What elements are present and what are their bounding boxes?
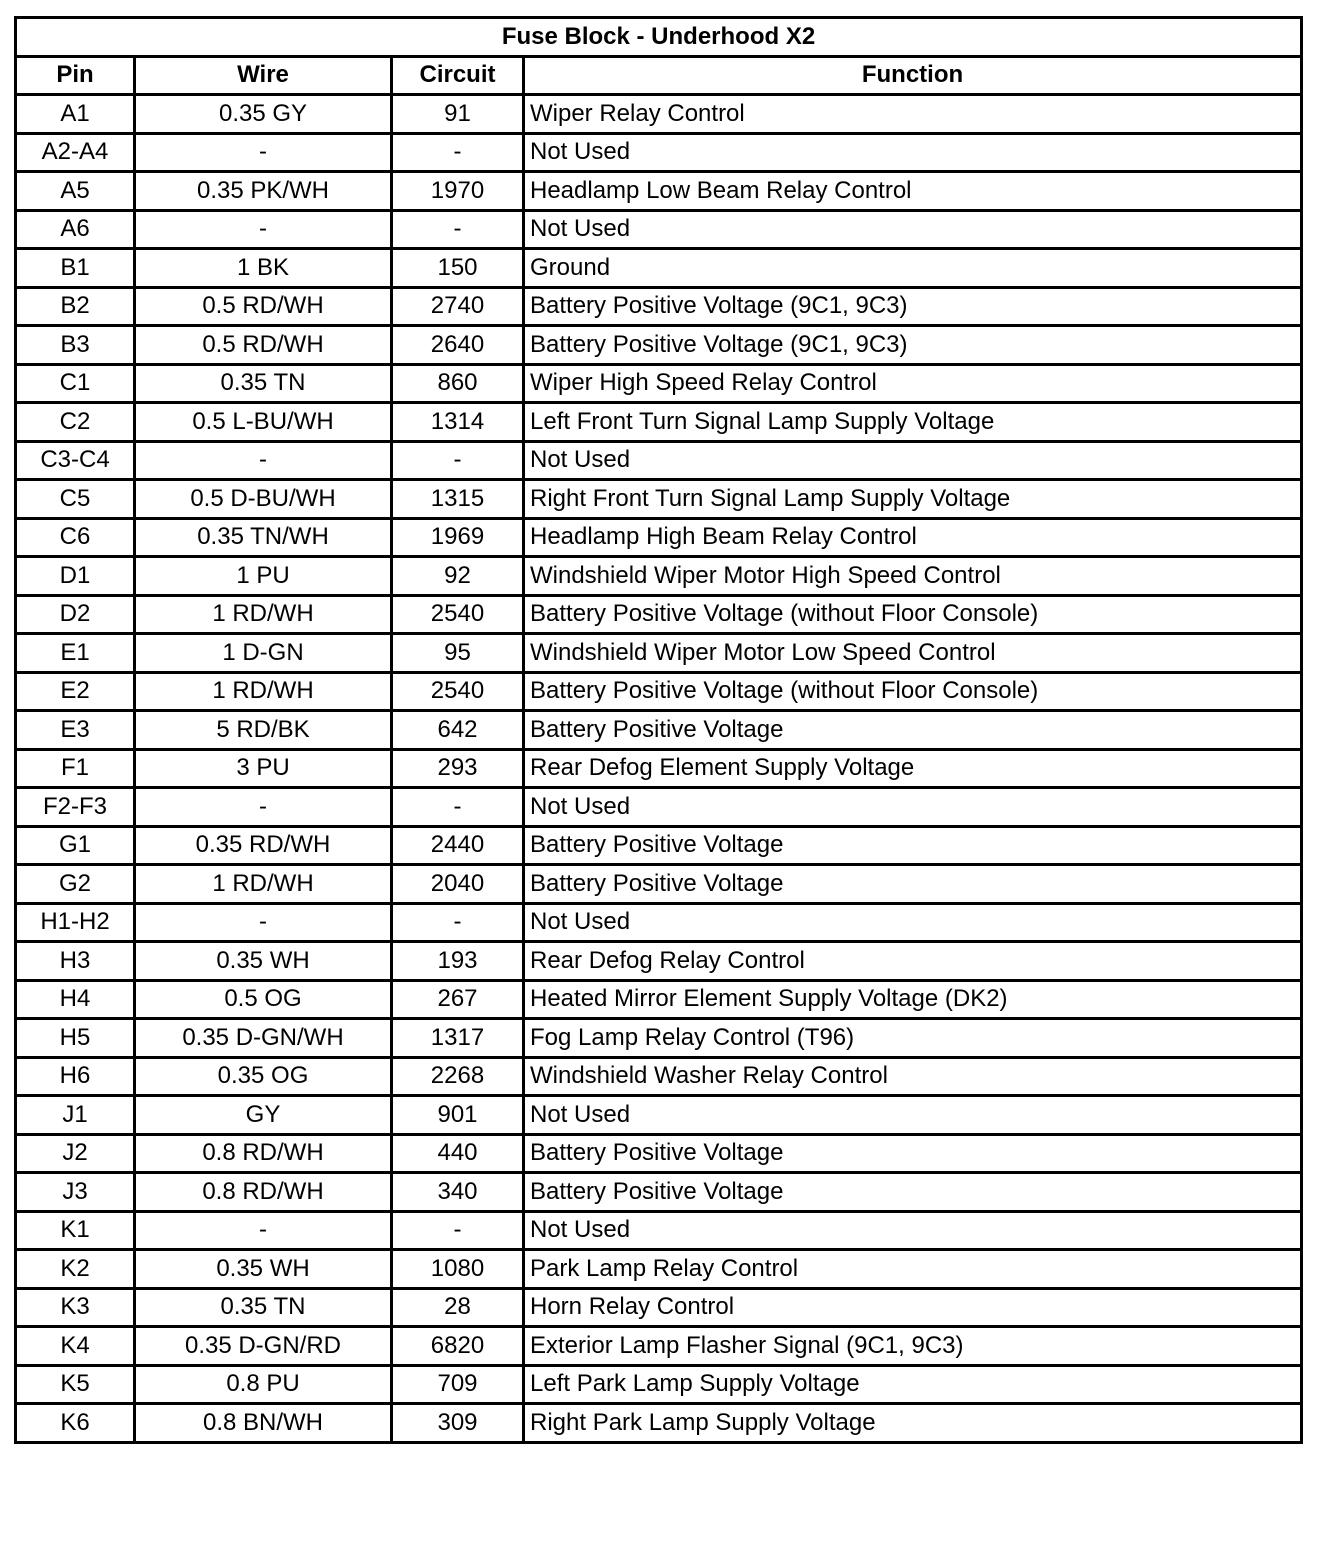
- wire-cell: 0.35 TN: [135, 1288, 392, 1327]
- function-cell: Right Front Turn Signal Lamp Supply Voltage: [524, 480, 1302, 519]
- column-header-wire: Wire: [135, 56, 392, 95]
- wire-cell: -: [135, 903, 392, 942]
- circuit-cell: -: [392, 133, 524, 172]
- function-cell: Battery Positive Voltage: [524, 1134, 1302, 1173]
- circuit-cell: 293: [392, 749, 524, 788]
- table-row: [16, 826, 1302, 865]
- table-row: [16, 1134, 1302, 1173]
- wire-cell: 5 RD/BK: [135, 711, 392, 750]
- circuit-cell: 1970: [392, 172, 524, 211]
- wire-cell: 1 PU: [135, 557, 392, 596]
- pin-cell: H1-H2: [16, 903, 135, 942]
- function-cell: Windshield Wiper Motor High Speed Control: [524, 557, 1302, 596]
- table-row: [16, 1019, 1302, 1058]
- pin-cell: J3: [16, 1173, 135, 1212]
- wire-cell: -: [135, 788, 392, 827]
- wire-cell: 0.35 WH: [135, 942, 392, 981]
- pin-cell: C6: [16, 518, 135, 557]
- wire-cell: 0.35 RD/WH: [135, 826, 392, 865]
- function-cell: Not Used: [524, 1096, 1302, 1135]
- table-row: [16, 441, 1302, 480]
- circuit-cell: 709: [392, 1365, 524, 1404]
- function-cell: Windshield Wiper Motor Low Speed Control: [524, 634, 1302, 673]
- table-row: [16, 1365, 1302, 1404]
- function-cell: Not Used: [524, 1211, 1302, 1250]
- pin-cell: A1: [16, 95, 135, 134]
- table-row: [16, 1096, 1302, 1135]
- pin-cell: K6: [16, 1404, 135, 1443]
- wire-cell: 0.35 PK/WH: [135, 172, 392, 211]
- function-cell: Battery Positive Voltage: [524, 826, 1302, 865]
- wire-cell: 0.35 D-GN/RD: [135, 1327, 392, 1366]
- table-row: [16, 634, 1302, 673]
- pin-cell: D2: [16, 595, 135, 634]
- pin-cell: H6: [16, 1057, 135, 1096]
- pin-cell: E1: [16, 634, 135, 673]
- table-row: [16, 595, 1302, 634]
- wire-cell: 0.8 RD/WH: [135, 1173, 392, 1212]
- pin-cell: B1: [16, 249, 135, 288]
- wire-cell: 0.35 D-GN/WH: [135, 1019, 392, 1058]
- wire-cell: -: [135, 441, 392, 480]
- table-row: [16, 403, 1302, 442]
- table-row: [16, 1288, 1302, 1327]
- function-cell: Right Park Lamp Supply Voltage: [524, 1404, 1302, 1443]
- circuit-cell: 901: [392, 1096, 524, 1135]
- table-row: [16, 364, 1302, 403]
- wire-cell: 0.5 L-BU/WH: [135, 403, 392, 442]
- wire-cell: 0.35 WH: [135, 1250, 392, 1289]
- wire-cell: 0.35 TN/WH: [135, 518, 392, 557]
- table-row: [16, 942, 1302, 981]
- column-header-function: Function: [524, 56, 1302, 95]
- wire-cell: 1 RD/WH: [135, 595, 392, 634]
- circuit-cell: 91: [392, 95, 524, 134]
- wire-cell: 0.5 OG: [135, 980, 392, 1019]
- function-cell: Not Used: [524, 788, 1302, 827]
- circuit-cell: 2440: [392, 826, 524, 865]
- function-cell: Exterior Lamp Flasher Signal (9C1, 9C3): [524, 1327, 1302, 1366]
- circuit-cell: 1315: [392, 480, 524, 519]
- function-cell: Rear Defog Element Supply Voltage: [524, 749, 1302, 788]
- pin-cell: F1: [16, 749, 135, 788]
- circuit-cell: 340: [392, 1173, 524, 1212]
- wire-cell: 1 D-GN: [135, 634, 392, 673]
- function-cell: Not Used: [524, 210, 1302, 249]
- pin-cell: F2-F3: [16, 788, 135, 827]
- circuit-cell: 1080: [392, 1250, 524, 1289]
- pin-cell: D1: [16, 557, 135, 596]
- table-body: [16, 95, 1302, 1443]
- function-cell: Wiper Relay Control: [524, 95, 1302, 134]
- pin-cell: H4: [16, 980, 135, 1019]
- pin-cell: K3: [16, 1288, 135, 1327]
- wire-cell: 0.8 BN/WH: [135, 1404, 392, 1443]
- connector-pinout-table: [14, 16, 1303, 1444]
- pin-cell: A6: [16, 210, 135, 249]
- table-row: [16, 903, 1302, 942]
- table-row: [16, 788, 1302, 827]
- table-row: [16, 1327, 1302, 1366]
- table-row: [16, 210, 1302, 249]
- function-cell: Headlamp Low Beam Relay Control: [524, 172, 1302, 211]
- function-cell: Rear Defog Relay Control: [524, 942, 1302, 981]
- pin-cell: E3: [16, 711, 135, 750]
- table-row: [16, 172, 1302, 211]
- table-row: [16, 287, 1302, 326]
- function-cell: Battery Positive Voltage (without Floor Console): [524, 672, 1302, 711]
- table-row: [16, 95, 1302, 134]
- circuit-cell: 267: [392, 980, 524, 1019]
- table-title: Fuse Block - Underhood X2: [16, 18, 1302, 57]
- function-cell: Horn Relay Control: [524, 1288, 1302, 1327]
- table-row: [16, 249, 1302, 288]
- wire-cell: -: [135, 210, 392, 249]
- circuit-cell: 2740: [392, 287, 524, 326]
- wire-cell: 0.5 D-BU/WH: [135, 480, 392, 519]
- circuit-cell: 2640: [392, 326, 524, 365]
- table-row: [16, 326, 1302, 365]
- circuit-cell: 150: [392, 249, 524, 288]
- title-row: [16, 18, 1302, 57]
- wire-cell: 1 RD/WH: [135, 865, 392, 904]
- pin-cell: E2: [16, 672, 135, 711]
- wire-cell: 3 PU: [135, 749, 392, 788]
- circuit-cell: 440: [392, 1134, 524, 1173]
- table-row: [16, 1057, 1302, 1096]
- wire-cell: 0.5 RD/WH: [135, 326, 392, 365]
- circuit-cell: -: [392, 1211, 524, 1250]
- pin-cell: C5: [16, 480, 135, 519]
- pin-cell: A2-A4: [16, 133, 135, 172]
- function-cell: Windshield Washer Relay Control: [524, 1057, 1302, 1096]
- circuit-cell: 2540: [392, 672, 524, 711]
- wire-cell: 0.35 GY: [135, 95, 392, 134]
- circuit-cell: 2268: [392, 1057, 524, 1096]
- circuit-cell: 642: [392, 711, 524, 750]
- function-cell: Left Front Turn Signal Lamp Supply Voltage: [524, 403, 1302, 442]
- pin-cell: C3-C4: [16, 441, 135, 480]
- function-cell: Battery Positive Voltage: [524, 711, 1302, 750]
- pin-cell: A5: [16, 172, 135, 211]
- circuit-cell: 1969: [392, 518, 524, 557]
- circuit-cell: -: [392, 441, 524, 480]
- pin-cell: H5: [16, 1019, 135, 1058]
- table-row: [16, 711, 1302, 750]
- table-row: [16, 557, 1302, 596]
- pin-cell: B2: [16, 287, 135, 326]
- pin-cell: C1: [16, 364, 135, 403]
- function-cell: Not Used: [524, 441, 1302, 480]
- wire-cell: 0.5 RD/WH: [135, 287, 392, 326]
- circuit-cell: -: [392, 788, 524, 827]
- wire-cell: GY: [135, 1096, 392, 1135]
- circuit-cell: 92: [392, 557, 524, 596]
- wire-cell: 1 RD/WH: [135, 672, 392, 711]
- column-header-circuit: Circuit: [392, 56, 524, 95]
- circuit-cell: 309: [392, 1404, 524, 1443]
- table-row: [16, 749, 1302, 788]
- table-row: [16, 1404, 1302, 1443]
- circuit-cell: 1314: [392, 403, 524, 442]
- table-row: [16, 133, 1302, 172]
- function-cell: Park Lamp Relay Control: [524, 1250, 1302, 1289]
- circuit-cell: 2040: [392, 865, 524, 904]
- pin-cell: J2: [16, 1134, 135, 1173]
- pin-cell: B3: [16, 326, 135, 365]
- table-row: [16, 518, 1302, 557]
- circuit-cell: 28: [392, 1288, 524, 1327]
- header-row: [16, 56, 1302, 95]
- circuit-cell: -: [392, 903, 524, 942]
- table-row: [16, 1250, 1302, 1289]
- table-row: [16, 1173, 1302, 1212]
- wire-cell: 1 BK: [135, 249, 392, 288]
- function-cell: Headlamp High Beam Relay Control: [524, 518, 1302, 557]
- circuit-cell: 860: [392, 364, 524, 403]
- circuit-cell: 1317: [392, 1019, 524, 1058]
- function-cell: Heated Mirror Element Supply Voltage (DK2): [524, 980, 1302, 1019]
- function-cell: Fog Lamp Relay Control (T96): [524, 1019, 1302, 1058]
- function-cell: Not Used: [524, 903, 1302, 942]
- circuit-cell: 2540: [392, 595, 524, 634]
- circuit-cell: 6820: [392, 1327, 524, 1366]
- function-cell: Battery Positive Voltage (9C1, 9C3): [524, 287, 1302, 326]
- wire-cell: 0.8 RD/WH: [135, 1134, 392, 1173]
- wire-cell: -: [135, 1211, 392, 1250]
- function-cell: Battery Positive Voltage: [524, 865, 1302, 904]
- pin-cell: K2: [16, 1250, 135, 1289]
- pin-cell: C2: [16, 403, 135, 442]
- function-cell: Not Used: [524, 133, 1302, 172]
- function-cell: Battery Positive Voltage (9C1, 9C3): [524, 326, 1302, 365]
- table-row: [16, 1211, 1302, 1250]
- table-row: [16, 672, 1302, 711]
- pin-cell: J1: [16, 1096, 135, 1135]
- pin-cell: K4: [16, 1327, 135, 1366]
- function-cell: Battery Positive Voltage: [524, 1173, 1302, 1212]
- pin-cell: G1: [16, 826, 135, 865]
- wire-cell: 0.35 TN: [135, 364, 392, 403]
- function-cell: Wiper High Speed Relay Control: [524, 364, 1302, 403]
- table-row: [16, 865, 1302, 904]
- wire-cell: -: [135, 133, 392, 172]
- table-row: [16, 980, 1302, 1019]
- pin-cell: H3: [16, 942, 135, 981]
- function-cell: Battery Positive Voltage (without Floor Console): [524, 595, 1302, 634]
- circuit-cell: 95: [392, 634, 524, 673]
- wire-cell: 0.35 OG: [135, 1057, 392, 1096]
- table-row: [16, 480, 1302, 519]
- circuit-cell: 193: [392, 942, 524, 981]
- function-cell: Ground: [524, 249, 1302, 288]
- circuit-cell: -: [392, 210, 524, 249]
- pin-cell: K1: [16, 1211, 135, 1250]
- function-cell: Left Park Lamp Supply Voltage: [524, 1365, 1302, 1404]
- pin-cell: K5: [16, 1365, 135, 1404]
- wire-cell: 0.8 PU: [135, 1365, 392, 1404]
- column-header-pin: Pin: [16, 56, 135, 95]
- pin-cell: G2: [16, 865, 135, 904]
